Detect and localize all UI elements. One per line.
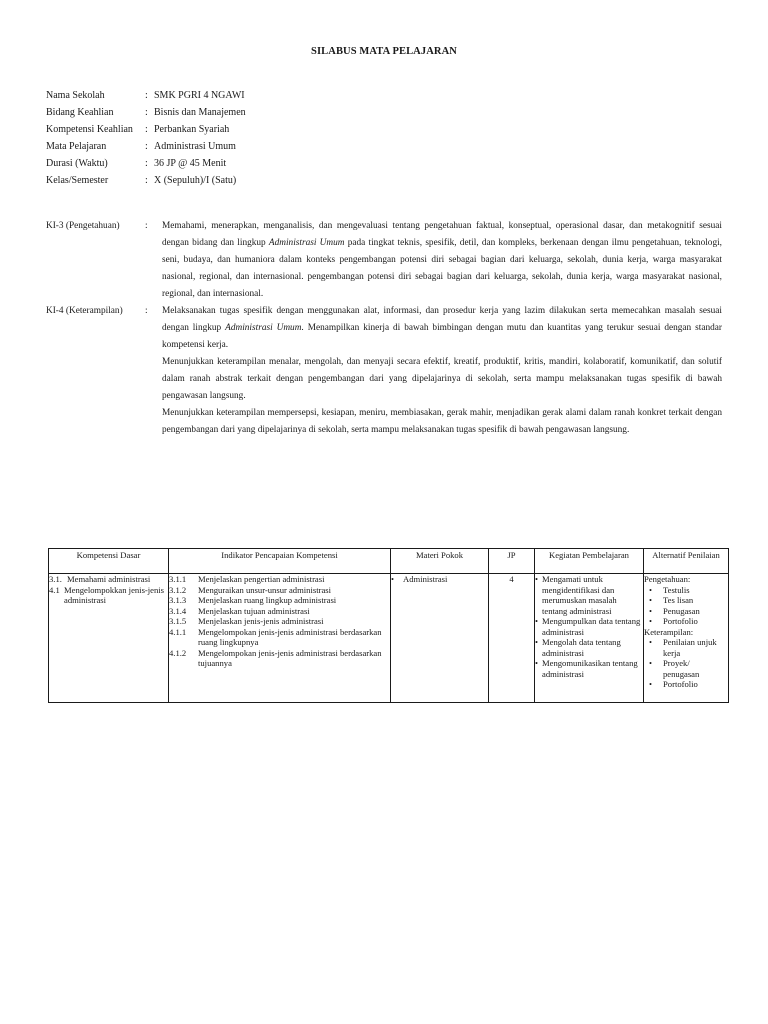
ki4-paragraph-1 [162, 303, 722, 354]
ki4-paragraph-3: Menunjukkan keterampilan mempersepsi, kesiapan, meniru, membiasakan, gerak mahir, menjadikan gerak alami dalam ranah konkret terkait dengan pengembangan dari yang dipelajarinya di sekolah, serta mampu melaksanakan tugas spesifik di bawah pengawasan langsung. [162, 408, 722, 435]
indikator-number: 4.1.1 [169, 626, 187, 637]
penilaian-item [644, 606, 728, 617]
ki3-row [46, 218, 722, 303]
kegiatan-text: Mengamati untuk mengidentifikasi dan merumuskan masalah tentang administrasi [542, 574, 617, 616]
cell-kegiatan [535, 574, 644, 703]
kegiatan-item [535, 574, 643, 616]
ki3-text-before: Memahami, menerapkan, menganalisis, dan mengevaluasi tentang pengetahuan faktual, konseptual, operasional dasar, dan metakognitif sesuai dengan bidang dan lingkup [162, 221, 722, 248]
bullet-icon: • [535, 637, 539, 647]
kd-text: Mengelompokkan jenis-jenis administrasi [64, 584, 165, 605]
syllabus-table [48, 548, 729, 703]
indikator-text: Menjelaskan tujuan administrasi [198, 605, 310, 616]
indikator-item [169, 585, 390, 596]
identity-label: Kompetensi Keahlian [46, 124, 133, 135]
identity-colon: : [145, 124, 148, 135]
indikator-text: Menjelaskan pengertian administrasi [198, 574, 325, 584]
cell-kompetensi-dasar [49, 574, 169, 703]
bullet-icon: • [649, 616, 653, 626]
indikator-text: Menguraikan unsur-unsur administrasi [198, 584, 332, 595]
bullet-icon: • [649, 605, 653, 616]
bullet-icon: • [535, 616, 539, 626]
indikator-item [169, 627, 390, 648]
bullet-icon: • [391, 574, 395, 584]
identity-colon: : [145, 158, 148, 169]
indikator-item [169, 648, 390, 669]
indikator-item [169, 616, 390, 627]
identity-block [46, 89, 246, 191]
header-indikator: Indikator Pencapaian Kompetensi [169, 549, 391, 574]
penilaian-item [644, 595, 728, 606]
identity-label: Mata Pelajaran [46, 141, 107, 152]
identity-row [46, 123, 246, 140]
indikator-number: 3.1.2 [169, 584, 187, 595]
penilaian-item [644, 658, 728, 679]
indikator-item [169, 595, 390, 606]
bullet-icon: • [535, 658, 539, 668]
identity-row [46, 89, 246, 106]
header-kegiatan: Kegiatan Pembelajaran [535, 549, 644, 574]
header-kompetensi-dasar: Kompetensi Dasar [49, 549, 169, 574]
table-header-row [49, 549, 729, 574]
indikator-text: Mengelompokan jenis-jenis administrasi berdasarkan ruang lingkupnya [198, 626, 382, 647]
penilaian-text: Penilaian unjuk kerja [663, 637, 717, 658]
identity-row [46, 174, 246, 191]
identity-value: SMK PGRI 4 NGAWI [154, 90, 245, 101]
penilaian-keterampilan-label: Keterampilan: [644, 626, 694, 637]
indikator-number: 3.1.3 [169, 595, 187, 605]
indikator-text: Menjelaskan jenis-jenis administrasi [198, 616, 324, 626]
kegiatan-item [535, 658, 643, 679]
indikator-number: 3.1.1 [169, 574, 187, 584]
penilaian-text: Penugasan [663, 605, 700, 616]
penilaian-item [644, 637, 728, 658]
indikator-text: Mengelompokan jenis-jenis administrasi berdasarkan tujuannya [198, 647, 382, 668]
identity-value: Administrasi Umum [154, 141, 236, 152]
kegiatan-text: Mengomunikasikan tentang administrasi [542, 658, 638, 679]
identity-row [46, 106, 246, 123]
indikator-number: 4.1.2 [169, 647, 187, 658]
header-jp: JP [489, 549, 535, 574]
identity-value: 36 JP @ 45 Menit [154, 158, 227, 169]
cell-penilaian [644, 574, 729, 703]
identity-label: Durasi (Waktu) [46, 158, 108, 169]
penilaian-text: Portofolio [663, 679, 698, 689]
kd-number: 4.1 [49, 584, 60, 595]
identity-colon: : [145, 141, 148, 152]
kd-number: 3.1. [49, 574, 62, 584]
ki4-section [46, 303, 722, 439]
kegiatan-item [535, 637, 643, 658]
indikator-item [169, 606, 390, 617]
kd-text: Memahami administrasi [67, 574, 151, 584]
bullet-icon: • [649, 658, 653, 668]
identity-row [46, 157, 246, 174]
ki4-label: KI-4 (Keterampilan) [46, 306, 123, 316]
document-title: SILABUS MATA PELAJARAN [311, 46, 457, 57]
penilaian-item [644, 616, 728, 627]
penilaian-text: Portofolio [663, 616, 698, 626]
identity-label: Nama Sekolah [46, 90, 105, 101]
kegiatan-item [535, 616, 643, 637]
kd-item [49, 574, 168, 585]
penilaian-item [644, 585, 728, 596]
ki4-row [46, 303, 722, 439]
kegiatan-text: Mengumpulkan data tentang administrasi [542, 616, 641, 637]
bullet-icon: • [649, 637, 653, 647]
penilaian-pengetahuan-label: Pengetahuan: [644, 574, 691, 584]
materi-text: Administrasi [403, 574, 448, 584]
identity-row [46, 140, 246, 157]
penilaian-text: Testulis [663, 584, 690, 595]
bullet-icon: • [649, 584, 653, 595]
indikator-item [169, 574, 390, 585]
identity-colon: : [145, 107, 148, 118]
identity-value: X (Sepuluh)/I (Satu) [154, 175, 237, 186]
header-materi-pokok: Materi Pokok [391, 549, 489, 574]
cell-indikator [169, 574, 391, 703]
indikator-number: 3.1.5 [169, 616, 187, 626]
ki3-paragraph [162, 218, 722, 303]
bullet-icon: • [649, 679, 653, 689]
identity-colon: : [145, 175, 148, 186]
ki3-emphasis: Administrasi Umum [268, 238, 345, 248]
penilaian-item [644, 679, 728, 690]
ki4-body [162, 303, 722, 439]
identity-value: Perbankan Syariah [154, 124, 230, 135]
indikator-text: Menjelaskan ruang lingkup administrasi [198, 595, 337, 605]
header-penilaian: Alternatif Penilaian [644, 549, 729, 574]
ki4-paragraph-2: Menunjukkan keterampilan menalar, mengolah, dan menyaji secara efektif, kreatif, produktif, kritis, mandiri, kolaboratif, komunikatif, dan solutif dalam ranah abstrak terkait dengan pengembangan dari yang dipelajarinya di sekolah, serta mampu melaksanakan tugas spesifik di bawah pengawasan langsung. [162, 357, 722, 401]
ki3-colon: : [145, 221, 148, 231]
ki4-colon: : [145, 306, 148, 316]
kd-item [49, 585, 168, 606]
indikator-number: 3.1.4 [169, 605, 187, 616]
identity-label: Kelas/Semester [46, 175, 109, 186]
bullet-icon: • [649, 595, 653, 605]
ki4-p1-after: . Menampilkan kinerja di bawah bimbingan dengan mutu dan kuantitas yang terukur sesuai dengan standar kompetensi kerja. [162, 323, 722, 350]
penilaian-text: Proyek/ penugasan [663, 658, 700, 679]
ki3-body [162, 218, 722, 303]
table-row [49, 574, 729, 703]
ki3-text-after: pada tingkat teknis, spesifik, detil, dan kompleks, berkenaan dengan ilmu pengetahuan, teknologi, seni, budaya, dan humaniora dalam konteks pengembangan potensi diri sebagai bagian dari keluarga, sekolah, dunia kerja, warga masyarakat nasional, regional, dan internasional. pengembangan potensi diri sebagai bagian dari keluarga, sekolah, dunia kerja, warga masyarakat nasional, regional, dan internasional. [162, 238, 723, 299]
identity-label: Bidang Keahlian [46, 107, 114, 118]
ki4-p1-before: Melaksanakan tugas spesifik dengan menggunakan alat, informasi, dan prosedur kerja yang lazim dilakukan serta memecahkan masalah sesuai dengan lingkup [162, 306, 722, 333]
kegiatan-text: Mengolah data tentang administrasi [542, 637, 621, 658]
cell-jp: 4 [489, 574, 535, 703]
ki3-label: KI-3 (Pengetahuan) [46, 221, 120, 231]
ki3-section [46, 218, 722, 303]
materi-item [391, 574, 488, 585]
cell-materi-pokok [391, 574, 489, 703]
ki4-p1-emphasis: Administrasi Umum [225, 323, 302, 333]
bullet-icon: • [535, 574, 539, 584]
penilaian-text: Tes lisan [663, 595, 694, 605]
identity-colon: : [145, 90, 148, 101]
identity-value: Bisnis dan Manajemen [154, 107, 246, 118]
